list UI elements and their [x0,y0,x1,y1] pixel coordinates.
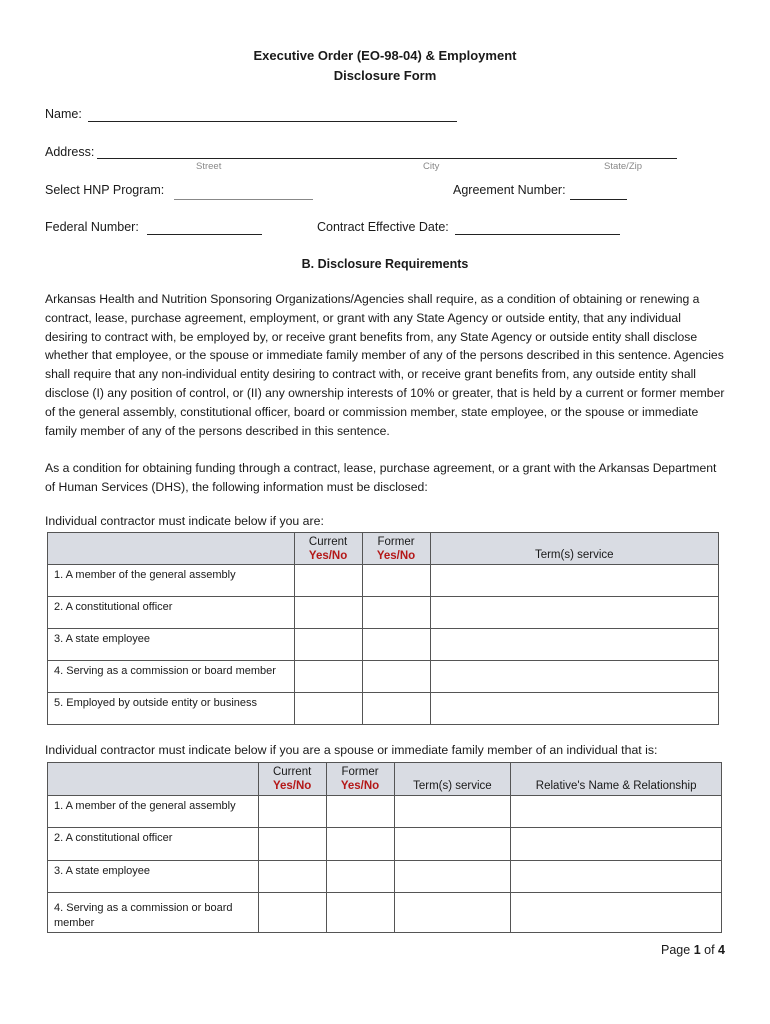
current-cell[interactable] [294,565,362,597]
terms-cell[interactable] [430,597,719,629]
hnp-program-label: Select HNP Program: [45,183,165,197]
row-label: 3. A state employee [48,629,295,661]
header-blank [48,763,259,796]
former-cell[interactable] [326,861,394,893]
section-b-heading: B. Disclosure Requirements [301,257,469,271]
family-position-table [47,762,722,933]
header-current [258,763,326,796]
disclosure-paragraph-1: Arkansas Health and Nutrition Sponsoring Organizations/Agencies shall require, as a condition of obtaining or renewing a contract, lease, purchase agreement, employment, or grant with any State Agency or outside entity, that any individual desiring to contract with, be employed by, or receive grant benefits from, any State Agency or outside entity shall disclose whether that employee, or the spouse or immediate family member of any of the persons described in this sentence. Agencies shall require that any non-individual entity desiring to contract with, or receive grant benefits from, any outside entity shall disclose (I) any position of control, or (II) any ownership interests of 10% or greater, that is held by a current or former member of the general assembly, constitutional officer, board or commission member, state employee, or the spouse or immediate family member of any of the persons described in this sentence. [45,292,725,438]
terms-cell[interactable] [430,629,719,661]
former-cell[interactable] [326,893,394,933]
row-label: 2. A constitutional officer [48,828,259,861]
header-current-yesno: Yes/No [272,780,312,792]
name-label: Name: [45,107,82,121]
federal-number-label: Federal Number: [45,220,139,234]
header-terms: Term(s) service [430,533,719,565]
street-sublabel: Street [196,161,222,172]
header-former [326,763,394,796]
table-row [48,861,722,893]
table-header-row [48,533,719,565]
contract-effective-date-label: Contract Effective Date: [317,220,449,234]
agreement-number-label: Agreement Number: [453,183,566,197]
former-cell[interactable] [362,661,430,693]
terms-cell[interactable] [430,565,719,597]
city-sublabel: City [423,161,440,172]
header-current-label: Current [272,766,312,778]
disclosure-paragraph-2: As a condition for obtaining funding through a contract, lease, purchase agreement, or a grant with the Arkansas Department of Human Services (DHS), the following information must be disclosed: [45,461,717,494]
row-label: 5. Employed by outside entity or business [48,693,295,725]
table-row [48,597,719,629]
row-label: 3. A state employee [48,861,259,893]
row-label: 4. Serving as a commission or board member [48,893,259,933]
page-total: 4 [718,943,725,957]
address-field[interactable] [97,158,677,159]
relative-cell[interactable] [511,893,722,933]
header-blank [48,533,295,565]
table-row [48,893,722,933]
name-field[interactable] [88,121,457,122]
form-title-line2: Disclosure Form [333,68,437,83]
page-word: Page [661,943,691,957]
page-number: 1 [693,943,701,957]
state-zip-sublabel: State/Zip [604,161,643,172]
table-row [48,661,719,693]
terms-cell[interactable] [394,796,511,828]
agreement-number-field[interactable] [570,199,627,200]
former-cell[interactable] [362,693,430,725]
header-relative: Relative's Name & Relationship [511,763,722,796]
table-row [48,693,719,725]
terms-cell[interactable] [430,693,719,725]
table-header-row [48,763,722,796]
table-row [48,629,719,661]
former-cell[interactable] [362,597,430,629]
table2-intro: Individual contractor must indicate below if you are a spouse or immediate family member of an individual that is: [45,743,658,757]
header-current-yesno: Yes/No [308,550,348,562]
terms-cell[interactable] [430,661,719,693]
relative-cell[interactable] [511,796,722,828]
row-label: 2. A constitutional officer [48,597,295,629]
current-cell[interactable] [258,796,326,828]
former-cell[interactable] [362,629,430,661]
current-cell[interactable] [258,861,326,893]
current-cell[interactable] [294,661,362,693]
header-former-yesno: Yes/No [340,780,380,792]
public-position-table [47,532,719,725]
row-label: 1. A member of the general assembly [48,565,295,597]
terms-cell[interactable] [394,828,511,861]
current-cell[interactable] [258,828,326,861]
federal-number-field[interactable] [147,234,262,235]
header-former [362,533,430,565]
table1-intro: Individual contractor must indicate below if you are: [45,514,324,528]
table-row [48,828,722,861]
page-indicator [661,943,725,957]
hnp-program-select[interactable] [174,199,313,200]
header-current [294,533,362,565]
table-row [48,565,719,597]
current-cell[interactable] [258,893,326,933]
header-current-label: Current [308,536,348,548]
relative-cell[interactable] [511,828,722,861]
terms-cell[interactable] [394,861,511,893]
header-former-label: Former [377,536,415,548]
address-label: Address: [45,145,95,159]
row-label: 1. A member of the general assembly [48,796,259,828]
header-terms: Term(s) service [394,763,511,796]
form-title-line1: Executive Order (EO-98-04) & Employment [253,48,517,63]
former-cell[interactable] [326,828,394,861]
current-cell[interactable] [294,629,362,661]
row-label: 4. Serving as a commission or board member [48,661,295,693]
terms-cell[interactable] [394,893,511,933]
contract-effective-date-field[interactable] [455,234,620,235]
table-row [48,796,722,828]
former-cell[interactable] [362,565,430,597]
header-former-yesno: Yes/No [376,550,416,562]
current-cell[interactable] [294,693,362,725]
current-cell[interactable] [294,597,362,629]
relative-cell[interactable] [511,861,722,893]
header-former-label: Former [341,766,379,778]
former-cell[interactable] [326,796,394,828]
of-word: of [704,943,715,957]
